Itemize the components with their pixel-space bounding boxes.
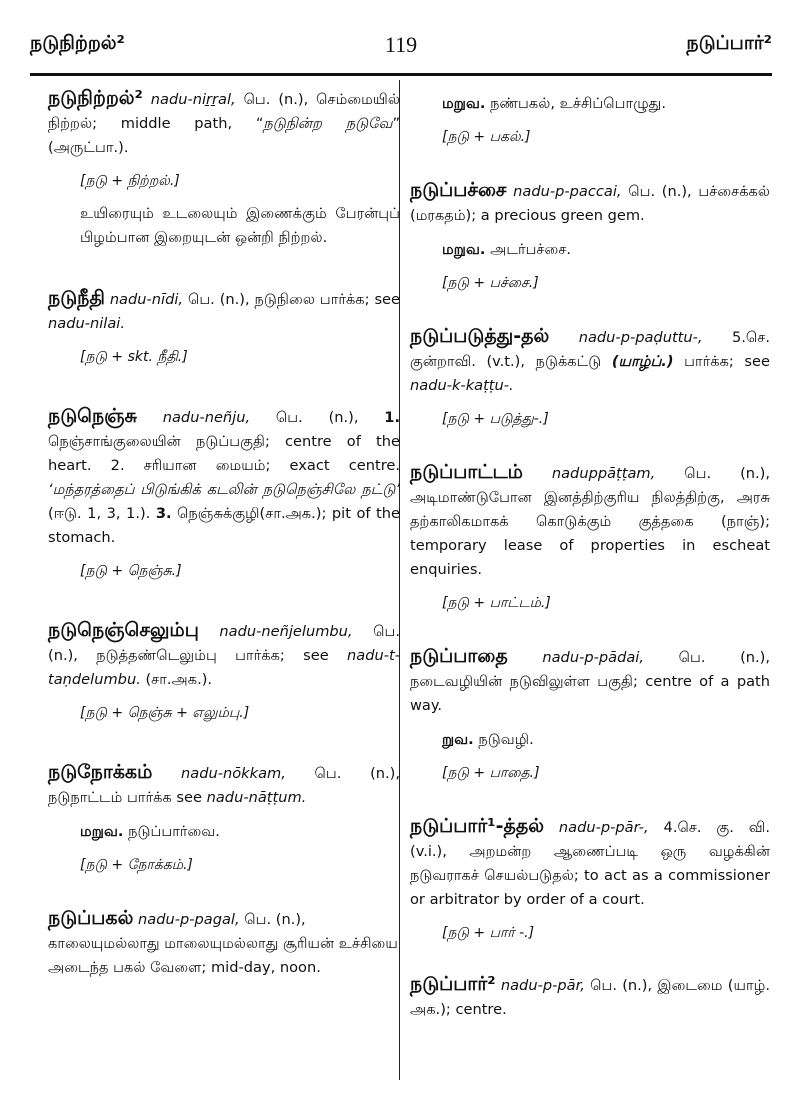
entry [48, 906, 400, 980]
synonym-line [442, 92, 770, 116]
synonym-label: மறுவ. [442, 95, 486, 112]
etymology: [நடு + நெஞ்சு.] [80, 563, 182, 579]
definition-text: 4.செ. கு. வி. (v.i.), அறமன்ற ஆணைப்படி ஒரு வழக்கின் நடுவராகச் செயல்படுதல்; to act as a commissioner or arbitrator by order of a court. [410, 819, 771, 908]
entry [410, 814, 770, 944]
page-header [30, 32, 772, 72]
synonym-label: மறுவ. [442, 241, 486, 258]
etymology: [நடு + படுத்து-.] [442, 411, 549, 427]
definition-text: பெ. (n.), நடைவழியின் நடுவிலுள்ள பகுதி; centre of a path way. [410, 649, 770, 714]
etymology: [நடு + நோக்கம்.] [80, 857, 193, 873]
cross-reference: nadu-nāṭṭum. [206, 789, 307, 806]
definition-text: பெ. (n.), செம்மையில் நிற்றல்; middle path, “ [48, 91, 400, 132]
entry [48, 760, 400, 876]
running-head-left: நடுநிற்றல்² [30, 32, 125, 54]
definition-text: பெ. (n.), நடுநிலை பார்க்க; see [183, 291, 401, 308]
entry [410, 178, 770, 294]
transliteration: nadu-niṟṟal, [150, 91, 236, 108]
definition-text: பெ. (n.), நடுத்தண்டெலும்பு பார்க்க; see [48, 623, 400, 664]
synonym-text: நடுப்பார்வை. [123, 823, 220, 840]
entry [410, 644, 770, 784]
synonym-label: மறுவ. [80, 823, 124, 840]
quotation: ‘மந்தரத்தைப் பிடுங்கிக் கடலின் நடுநெஞ்சிலே நட்டு’ [48, 481, 400, 498]
entry [48, 86, 400, 250]
right-column [410, 80, 770, 1022]
transliteration: nadu-p-pādai, [542, 649, 644, 666]
headword: நடுநெஞ்செலும்பு [48, 619, 199, 641]
definition-text: (சா.அக.). [140, 671, 213, 688]
synonym-line [80, 820, 400, 844]
running-head-right: நடுப்பார்² [686, 32, 772, 54]
etymology: [நடு + நெஞ்சு + எலும்பு.] [80, 705, 250, 721]
transliteration: nadu-neñju, [162, 409, 251, 426]
page-number: 119 [384, 32, 418, 57]
definition-text: 5.செ. குன்றாவி. (v.t.), நடுக்கட்டு [410, 329, 770, 370]
definition-text: பெ. (n.), காலையுமல்லாது மாலையுமல்லாது சூரியன் உச்சியை அடைந்த பகல் வேளை; mid-day, noon. [48, 911, 398, 976]
etymology: [நடு + நிற்றல்.] [80, 173, 180, 189]
headword: நடுநிற்றல்² [48, 87, 143, 109]
cross-reference: nadu-t-taṇdelumbu. [48, 647, 400, 688]
entry [410, 324, 770, 430]
headword: நடுப்பகல் [48, 907, 134, 929]
quotation: நடுநின்ற நடுவே [263, 115, 393, 132]
entry [48, 618, 400, 724]
transliteration: nadu-p-paḍuttu-, [578, 329, 703, 346]
etymology: [நடு + பச்சை.] [442, 275, 539, 291]
left-column [48, 80, 400, 980]
note: உயிரையும் உடலையும் இணைக்கும் பேரன்புப் பிழம்பான இறையுடன் ஒன்றி நிற்றல். [80, 205, 400, 246]
entry [48, 286, 400, 368]
transliteration: nadu-p-pagal, [138, 911, 240, 928]
synonym-text: அடர்பச்சை. [485, 241, 572, 258]
entry-continuation [410, 92, 770, 148]
headword: நடுப்பார்¹-த்தல் [410, 815, 545, 837]
definition-text: பெ. (n.), இடைமை (யாழ். அக.); centre. [410, 977, 771, 1018]
transliteration: naduppāṭṭam, [551, 465, 656, 482]
source-abbreviation: (யாழ்ப்.) [611, 353, 674, 370]
cross-reference: nadu-k-kaṭṭu-. [410, 377, 514, 394]
cross-reference: nadu-nilai. [48, 315, 125, 332]
transliteration: nadu-neñjelumbu, [219, 623, 353, 640]
headword: நடுப்பாட்டம் [410, 461, 523, 483]
headword: நடுநீதி [48, 287, 105, 309]
headword: நடுப்பாதை [410, 645, 508, 667]
etymology: [நடு + skt. நீதி.] [80, 349, 188, 365]
definition-text: நெஞ்சாங்குலையின் நடுப்பகுதி; centre of the heart. 2. சரியான மையம்; exact centre. [48, 433, 400, 474]
etymology: [நடு + பகல்.] [442, 129, 531, 145]
transliteration: nadu-nīdi, [109, 291, 184, 308]
definition-text: பெ. (n.), அடிமாண்டுபோன இனத்திற்குரிய நிலத்திற்கு, அரசு தற்காலிகமாகக் கொடுக்கும் குத்தகை (நாஞ்); temporary lease of properties in escheat enquiries. [410, 465, 770, 578]
etymology: [நடு + பாதை.] [442, 765, 540, 781]
entry [48, 404, 400, 582]
headword: நடுநெஞ்சு [48, 405, 137, 427]
header-rule [30, 73, 772, 76]
definition-text: நெஞ்சுக்குழி(சா.அக.); pit of the stomach. [48, 505, 400, 546]
sense-number: 1. [384, 409, 400, 426]
transliteration: nadu-p-pār, [500, 977, 585, 994]
synonym-text: நண்பகல், உச்சிப்பொழுது. [485, 95, 666, 112]
entry [410, 972, 770, 1022]
headword: நடுப்பச்சை [410, 179, 507, 201]
transliteration: nadu-nōkkam, [181, 765, 286, 782]
definition-text: ” (அருட்பா.). [48, 115, 401, 156]
transliteration: nadu-p-paccai, [513, 183, 622, 200]
entry [410, 460, 770, 614]
etymology: [நடு + பார் -.] [442, 925, 535, 941]
definition-text: பெ. (n.), பச்சைக்கல் (மரகதம்); a precious green gem. [410, 183, 770, 224]
etymology: [நடு + பாட்டம்.] [442, 595, 551, 611]
headword: நடுநோக்கம் [48, 761, 153, 783]
transliteration: nadu-p-pār-, [558, 819, 649, 836]
definition-text: பெ. (n.), [250, 409, 385, 426]
synonym-line [442, 728, 770, 752]
definition-text: பார்க்க; see [673, 353, 770, 370]
synonym-line [442, 238, 770, 262]
headword: நடுப்படுத்து-தல் [410, 325, 550, 347]
synonym-text: நடுவழி. [473, 731, 534, 748]
definition-text: (ஈடு. 1, 3, 1.). [48, 505, 156, 522]
definition-text: பெ. (n.), நடுநாட்டம் பார்க்க see [48, 765, 400, 806]
synonym-label: றுவ. [442, 731, 474, 748]
sense-number: 3. [155, 505, 172, 522]
headword: நடுப்பார்² [410, 973, 496, 995]
